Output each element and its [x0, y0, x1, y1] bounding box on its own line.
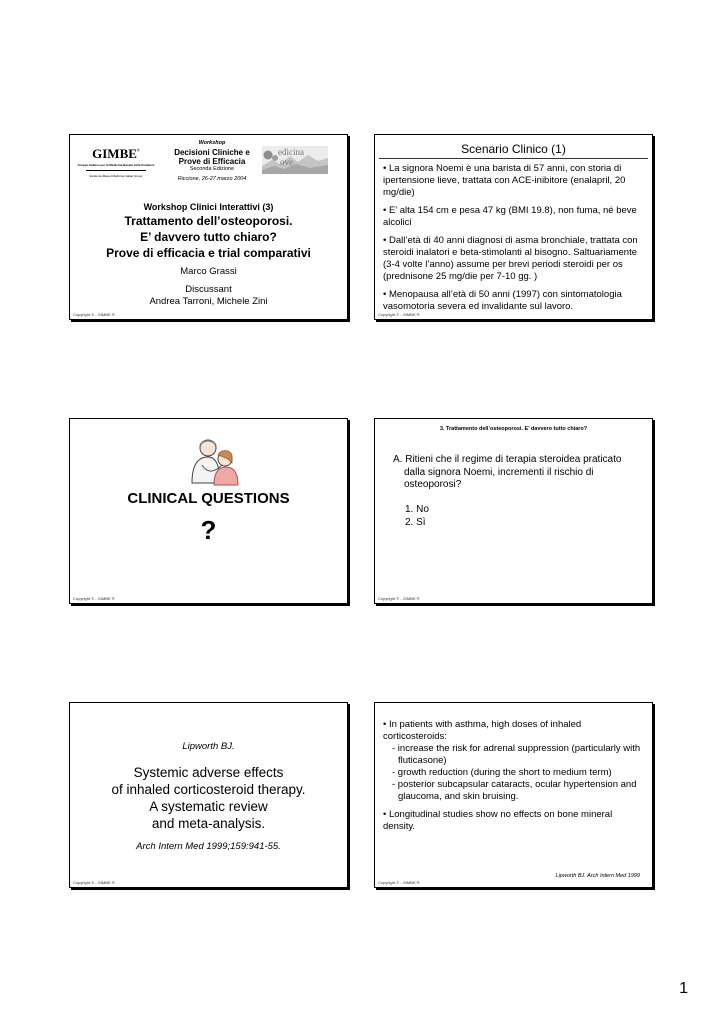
- bullet-item: • Longitudinal studies show no effects on bone mineral density.: [383, 809, 613, 832]
- copyright: Copyright © - GIMBE ®: [73, 596, 115, 601]
- bullet-item: • Menopausa all’età di 50 anni (1997) con sintomatologia vasomotoria severa ed invalidante sul lavoro.: [383, 289, 622, 312]
- author: Marco Grassi: [180, 266, 237, 277]
- title-underline: [379, 158, 648, 159]
- title-line4: and meta-analysis.: [151, 816, 266, 831]
- title-block: [70, 201, 347, 308]
- sub-item: - increase the risk for adrenal suppression (particularly with fluticasone): [392, 743, 641, 766]
- reference: Lipworth BJ. Arch Intern Med 1999: [555, 873, 640, 879]
- logo-divider: [86, 170, 146, 171]
- slide-title: CLINICAL QUESTIONS: [127, 490, 290, 507]
- sub-item: - growth reduction (during the short to medium term): [392, 767, 612, 778]
- event-block: [158, 139, 266, 185]
- place-date: Riccione, 26-27 marzo 2004: [177, 176, 247, 182]
- copyright: Copyright © - GIMBE ®: [73, 312, 115, 317]
- title-block: [70, 764, 347, 832]
- title-line2: of inhaled corticosteroid therapy.: [111, 782, 306, 797]
- logo-text: GIMBE: [92, 146, 137, 161]
- citation: Arch Intern Med 1999;159:941-55.: [136, 841, 281, 852]
- bullet-item: • E’ alta 154 cm e pesa 47 kg (BMI 19.8), non fuma, né beve alcolici: [383, 205, 637, 228]
- edition: Seconda Edizione: [189, 166, 235, 172]
- slide-4: [374, 418, 653, 604]
- event-title-line1: Decisioni Cliniche e: [174, 148, 250, 157]
- discussants: Andrea Tarroni, Michele Zini: [149, 296, 268, 307]
- question-mark: ?: [200, 515, 217, 545]
- sub-item: - posterior subcapsular cataracts, ocular hypertension and glaucoma, and skin bruising.: [392, 779, 637, 802]
- slide-title: Scenario Clinico (1): [461, 142, 566, 156]
- title-line1: Trattamento dell’osteoporosi.: [124, 214, 293, 228]
- gimbe-logo: [74, 145, 158, 178]
- copyright: Copyright © - GIMBE ®: [378, 880, 420, 885]
- bullet-item: • Dall’età di 40 anni diagnosi di asma bronchiale, trattata con steroidi inalatori e beta-stimolanti al bisogno. Saltuariamente (3-4 volte l’anno) assume per brevi periodi steroidi per os (prednisone 25 mg/die per 7-10 gg. ): [383, 235, 638, 282]
- logo-trademark: ®: [136, 147, 140, 153]
- title-line3: A systematic review: [149, 799, 268, 814]
- banner-text-1: edicina: [278, 147, 304, 157]
- copyright: Copyright © - GIMBE ®: [73, 880, 115, 885]
- title-line3: Prove di efficacia e trial comparativi: [106, 246, 311, 260]
- slide-6: [374, 702, 653, 888]
- slide-5: [69, 702, 348, 888]
- doctor-patient-illustration: [188, 435, 242, 487]
- slide-2: [374, 134, 653, 320]
- answer-options: [405, 504, 429, 529]
- slide-3: [69, 418, 348, 604]
- discussant-label: Discussant: [185, 284, 232, 295]
- bullet-content: [383, 719, 646, 833]
- slide-header: 3. Trattamento dell’osteoporosi. E’ davvero tutto chiaro?: [439, 426, 588, 432]
- workshop-label: Workshop: [198, 140, 226, 146]
- option-item: 2. Sì: [405, 516, 426, 528]
- title-line2: E’ davvero tutto chiaro?: [140, 230, 277, 244]
- author: Lipworth BJ.: [182, 741, 235, 752]
- bullet-item: • In patients with asthma, high doses of inhaled corticosteroids:: [383, 719, 582, 742]
- event-title-line2: Prove di Efficacia: [178, 157, 246, 166]
- slide-1: [69, 134, 348, 320]
- copyright: Copyright © - GIMBE ®: [378, 596, 420, 601]
- title-line1: Systemic adverse effects: [133, 765, 284, 780]
- logo-subtitle-2: Evidence-Based Medicine Italian Group: [89, 174, 143, 178]
- bullet-list: [383, 163, 646, 319]
- copyright: Copyright © - GIMBE ®: [378, 312, 420, 317]
- medicina-banner: [262, 146, 328, 174]
- workshop-subtitle: Workshop Clinici Interattivi (3): [143, 202, 274, 212]
- bullet-item: • La signora Noemi è una barista di 57 anni, con storia di ipertensione lieve, trattata con ACE-inibitore (enalapril, 20 mg/die): [383, 163, 626, 198]
- option-item: 1. No: [405, 504, 429, 515]
- question-text: A. Ritieni che il regime di terapia steroidea praticato dalla signora Noemi, incrementi il rischio di osteoporosi?: [393, 454, 622, 490]
- logo-subtitle-1: Gruppo Italiano per la Medicina Basata sulle Evidenze: [77, 163, 155, 167]
- page-number: 1: [679, 980, 688, 997]
- banner-text-2: ove: [280, 157, 293, 167]
